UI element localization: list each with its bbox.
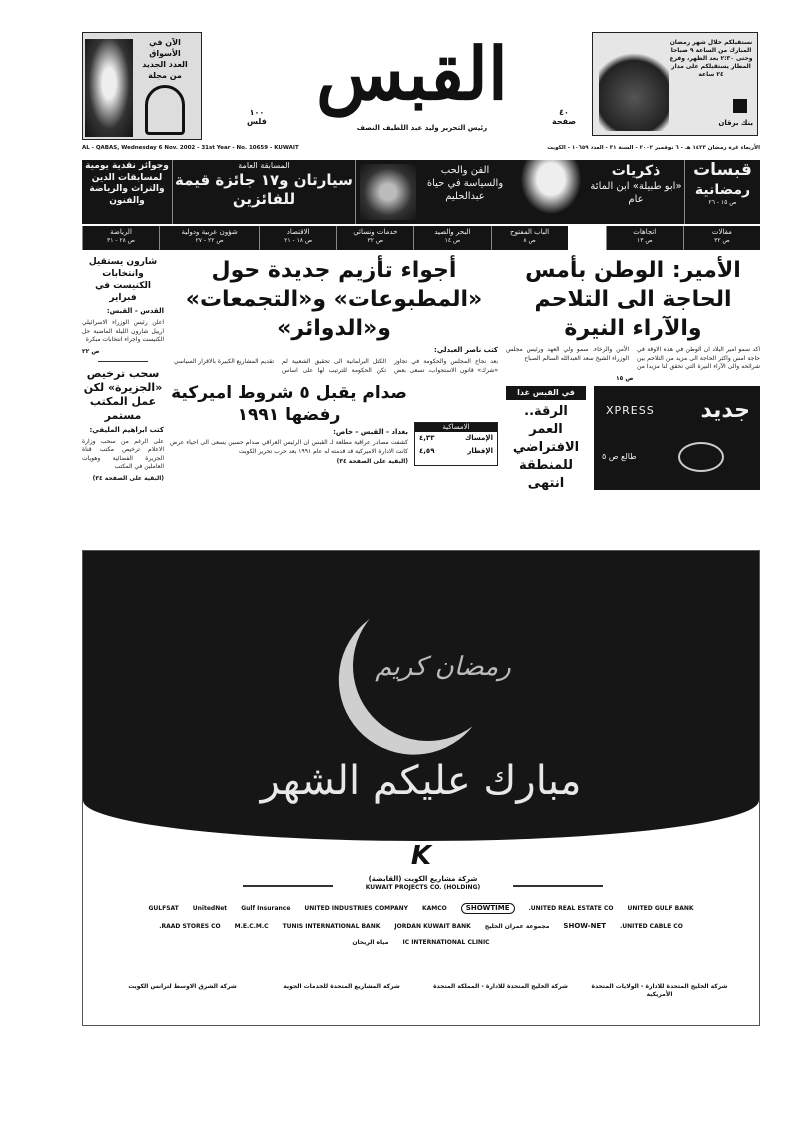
lead-headline[interactable]: الأمير: الوطن بأمس الحاجة الى التلاحم والآراء النيرة	[525, 258, 741, 341]
nav-gap	[568, 226, 606, 250]
jazeera-body: على الرغم من سحب وزارة الاعلام ترخيص مكتب قناة الجزيرة الفضائية وهويات العاملين في المكتب	[82, 437, 164, 470]
bank-logo	[733, 99, 747, 113]
xpress-product-icon	[678, 442, 724, 472]
feature-qabasat[interactable]	[684, 160, 760, 224]
lead-ref: ص ١٥	[616, 374, 634, 382]
xpress-ad[interactable]	[594, 386, 760, 490]
feature-prizes[interactable]: وجوائز نقدية يومية لمسابقات الدين والتراث والرياضة والفنون	[85, 161, 169, 206]
partner-logo: SHOWTIME	[461, 903, 515, 914]
partner-logo: Gulf Insurance	[241, 904, 291, 912]
partner-logo: TUNIS INTERNATIONAL BANK	[282, 922, 381, 930]
second-column	[170, 256, 498, 466]
partner-logo: مجموعة عمران الخليج	[484, 922, 550, 930]
xpress-brand: XPRESS	[606, 403, 655, 417]
feature-title: ذكريات	[611, 163, 661, 179]
company-ar: شركة مشاريع الكويت (القابضة)	[368, 875, 478, 883]
footer-item: شركة الشرق الاوسط لترانس الكويت	[128, 983, 237, 990]
partner-logo: UNITED CABLE CO.	[620, 922, 683, 930]
magazine-cover-photo	[85, 39, 133, 137]
ad-line2: العدد الجديد	[142, 60, 188, 69]
footer-item: شركة الخليج المتحدة للادارة - الولايات المتحدة الأمريكية	[591, 983, 728, 998]
feature-title: قبسات	[693, 160, 752, 180]
tomorrow-headline: الرقة.. العمر الافتراضي للمنطقة انتهى	[512, 403, 580, 491]
dateline-ar: الأربعاء غرة رمضان ١٤٢٣ هـ - ٦ نوفمبر ٢٠٠٢ - السنة ٣١ - العدد ١٠٦٥٩ - الكويت	[547, 145, 760, 151]
imsak-label: الإمساك	[464, 434, 493, 442]
saddam-dateline: بغداد - القبس - خاص:	[333, 428, 408, 436]
ad-line1: الآن في الأسواق	[149, 38, 181, 58]
ad-bank	[592, 32, 758, 136]
imsakiya-box	[414, 422, 498, 466]
page-unit: صفحة	[552, 117, 577, 126]
partner-logo: مياه الريحان	[352, 939, 389, 946]
jazeera-headline[interactable]: سحب ترخيص «الجزيرة» لكن عمل المكتب مستمر	[83, 366, 163, 422]
imsak-time: ٤,٣٣	[419, 434, 435, 442]
feature-subtitle: «ابو طبيلة» ابن المائة عام	[590, 181, 682, 205]
tomorrow-label: في القبس غدا	[506, 386, 586, 400]
bank-name: بنك برقان	[718, 119, 753, 127]
nav-item[interactable]: خدمات ونسائي ص ٣٢	[336, 226, 413, 250]
partner-logo: IC INTERNATIONAL CLINIC	[402, 939, 490, 946]
lead-column	[506, 256, 760, 493]
saddam-more: (البقية على الصفحة ٣٤)	[336, 458, 408, 465]
tomorrow-box[interactable]	[506, 386, 586, 493]
nav-item[interactable]: مقالات ص ٣٢	[683, 226, 760, 250]
feature-abdelhalim[interactable]	[420, 164, 510, 203]
lead-body: اكد سمو امير البلاد ان الوطن في هذه الاوقة في حاجة امس واكثر الحاجة الى مزيد من التلاحم بين شرائحه والى الآراء النيرة التي تحقق لنا مزيدا من الأمن والرخاء. سمو ولي العهد ورئيس مجلس الوزراء الشيخ سعد العبدالله السالم الصباح	[506, 346, 760, 370]
masthead-title: القبس	[316, 31, 508, 116]
sharon-ref: ص ٢٢	[82, 347, 100, 355]
imsakiya-title: الامساكية	[415, 423, 497, 432]
saddam-body: كشفت مصادر عراقية مطلعة لـ القبس ان الرئيس العراقي صدام حسين يسعى الى احياء عرض كانت الادارة الاميركية قد قدمته له عام ١٩٩١ بعد حرب تحرير الكويت	[170, 439, 408, 455]
ad-magazine	[82, 32, 202, 140]
partner-logo: KAMCO	[422, 904, 447, 912]
ad-greeting: مبارك عليكم الشهر	[260, 758, 582, 804]
partner-logo: M.E.C.M.C	[234, 922, 269, 930]
ramadan-ad	[82, 550, 760, 1026]
sharon-dateline: القدس - القبس:	[106, 307, 164, 315]
feature-band	[82, 160, 760, 224]
masthead	[82, 32, 760, 142]
xpress-page: طالع ص ٥	[602, 451, 637, 461]
footer-item: شركة الخليج المتحدة للادارة - المملكة المتحدة	[433, 983, 568, 990]
nav-item[interactable]: اتجاهات ص ١٣	[606, 226, 683, 250]
partner-logo: RAAD STORES CO.	[159, 922, 221, 930]
iftar-time: ٤,٥٩	[419, 447, 435, 455]
xpress-new: جديد	[700, 397, 750, 423]
dateline-en: AL - QABAS, Wednesday 6 Nov. 2002 - 31st Year - No. 10659 - KUWAIT	[82, 145, 299, 151]
feature-subtitle: رمضانية	[694, 182, 751, 198]
partner-logo: SHOW-NET	[563, 922, 606, 930]
feature-memories[interactable]	[590, 162, 682, 206]
saddam-headline[interactable]: صدام يقبل ٥ شروط اميركية رفضها ١٩٩١	[171, 383, 407, 425]
lantern-image	[599, 47, 669, 131]
partner-logo: JORDAN KUWAIT BANK	[394, 922, 471, 930]
saddam-story	[170, 382, 408, 466]
ad-footer	[103, 983, 739, 999]
jazeera-byline: كتب ابراهيم المليفي:	[89, 425, 164, 434]
second-byline: كتب ناصر العبدلي:	[434, 346, 498, 354]
jazeera-more: (البقية على الصفحة ٣٤)	[92, 474, 164, 482]
partner-logo: GULFSAT	[148, 904, 179, 912]
section-nav	[82, 226, 760, 250]
left-column	[82, 256, 164, 483]
feature-ref: ص ١٥ - ٢٦	[708, 199, 737, 206]
nav-item[interactable]: البحر والصيد ص ١٤	[413, 226, 490, 250]
nav-item[interactable]: الاقتصاد ص ١٨ - ٢١	[259, 226, 336, 250]
kipco-logo: K	[410, 841, 432, 871]
sharon-headline[interactable]: شارون يستقيل وانتخابات الكنيست في فبراير	[88, 257, 158, 303]
sharon-body: اعلن رئيس الوزراء الاسرائيلي ارييل شارون الليلة الماضية حل الكنيست واجراء انتخابات مبكرة	[82, 319, 164, 343]
partner-logo: UnitedNet	[192, 904, 228, 912]
nav-item[interactable]: الرياضة ص ٢٨ - ٣١	[82, 226, 159, 250]
logo-grid	[113, 903, 729, 947]
feature-title: المسابقة العامة	[238, 161, 290, 170]
sheikh-photo	[512, 160, 590, 224]
second-body: بعد نجاح المجلس والحكومة في تجاوز «شرك» قانون الاستجواب، تسعى بعض الكتل البرلمانية الى تحقيق الشعبية لم تكن الحكومة للترتيب لها على اساس تقديم المشاريع الكبيرة بالاقرار السياسي	[173, 358, 498, 374]
bank-ad-text: نستقبلكم خلال شهر رمضان المبارك من الساعة ٩ صباحا وحتى ٢:٣٠ بعد الظهر، وفرع المطار يستقبلكم على مدار ٢٤ ساعة	[669, 39, 753, 78]
partner-logo: UNITED GULF BANK	[627, 904, 694, 912]
price: ١٠٠	[249, 108, 265, 117]
partner-logo: UNITED INDUSTRIES COMPANY	[304, 904, 409, 912]
page-count: ٤٠	[559, 108, 569, 117]
feature-contest[interactable]	[172, 160, 356, 224]
nav-item[interactable]: الباب المفتوح ص ٨	[491, 226, 568, 250]
iftar-label: الإفطار	[467, 447, 493, 455]
abdelhalim-photo	[360, 164, 416, 220]
ad-line3: من مجلة	[148, 71, 182, 80]
company-en: KUWAIT PROJECTS CO. (HOLDING)	[365, 884, 481, 891]
partner-logo: UNITED REAL ESTATE CO.	[528, 904, 614, 912]
divider	[98, 361, 148, 362]
feature-subtitle: سيارتان و١٧ جائزة قيمة للفائزين	[175, 171, 353, 208]
second-headline[interactable]: أجواء تأزيم جديدة حول «المطبوعات» و«التجمعات» و«الدوائر»	[185, 258, 483, 341]
ramadan-calligraphy: رمضان كريم	[375, 652, 511, 682]
nav-item[interactable]: شؤون عربية ودولية ص ٢٢ - ٢٧	[159, 226, 259, 250]
footer-item: شركة المشاريع المتحدة للخدمات الجوية	[283, 983, 400, 990]
magazine-logo	[145, 85, 185, 135]
feature-subtitle: والسياسة في حياة عبدالحليم	[426, 178, 504, 202]
price-unit: فلس	[247, 117, 267, 126]
editor-line: رئيس التحرير وليد عبد اللطيف النصف	[356, 124, 488, 132]
feature-title: الفن والحب	[440, 165, 490, 176]
